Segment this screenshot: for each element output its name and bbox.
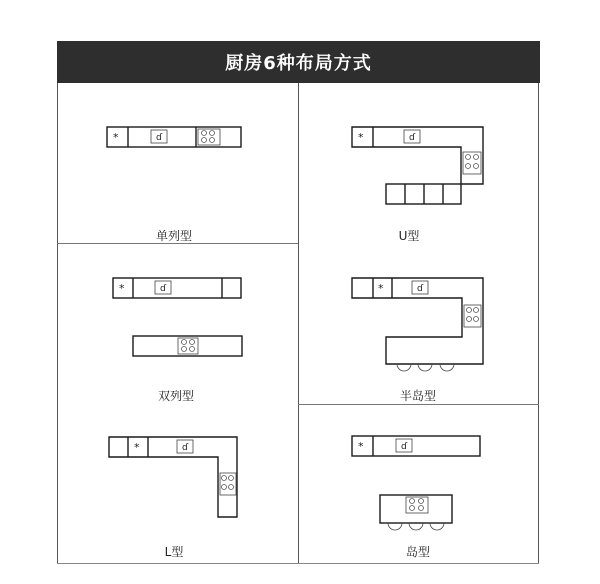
- svg-text:ɗ: ɗ: [182, 443, 189, 453]
- u-shape-plan: [352, 127, 483, 204]
- svg-text:ɗ: ɗ: [160, 284, 167, 294]
- snowflake-icon: *: [113, 131, 119, 144]
- single-line-plan: [107, 127, 241, 147]
- snowflake-icon: *: [378, 282, 384, 295]
- stove-icon: [220, 473, 236, 495]
- layout-label-u: U型: [398, 229, 420, 243]
- svg-text:ɗ: ɗ: [417, 284, 424, 294]
- layout-label-l: L型: [164, 545, 184, 559]
- stool-icon: [397, 364, 454, 371]
- snowflake-icon: *: [358, 440, 364, 453]
- stove-icon: [178, 338, 198, 354]
- island-plan: [352, 436, 480, 530]
- svg-text:ɗ: ɗ: [156, 133, 163, 143]
- layout-label-single: 单列型: [155, 229, 193, 243]
- page-title: 厨房6种布局方式: [57, 41, 540, 83]
- stove-icon: [406, 497, 428, 513]
- galley-plan: [113, 278, 242, 356]
- stove-icon: [198, 129, 220, 145]
- stove-icon: [464, 305, 481, 327]
- peninsula-plan: [352, 278, 483, 371]
- svg-text:ɗ: ɗ: [401, 442, 408, 452]
- snowflake-icon: *: [358, 131, 364, 144]
- stove-icon: [463, 152, 481, 174]
- snowflake-icon: *: [119, 282, 125, 295]
- snowflake-icon: *: [134, 441, 140, 454]
- svg-text:ɗ: ɗ: [409, 133, 416, 143]
- l-shape-plan: [109, 437, 237, 517]
- stool-icon: [388, 523, 444, 530]
- layout-label-galley: 双列型: [157, 389, 195, 403]
- layout-label-peninsula: 半岛型: [399, 389, 437, 403]
- layout-label-island: 岛型: [405, 545, 431, 559]
